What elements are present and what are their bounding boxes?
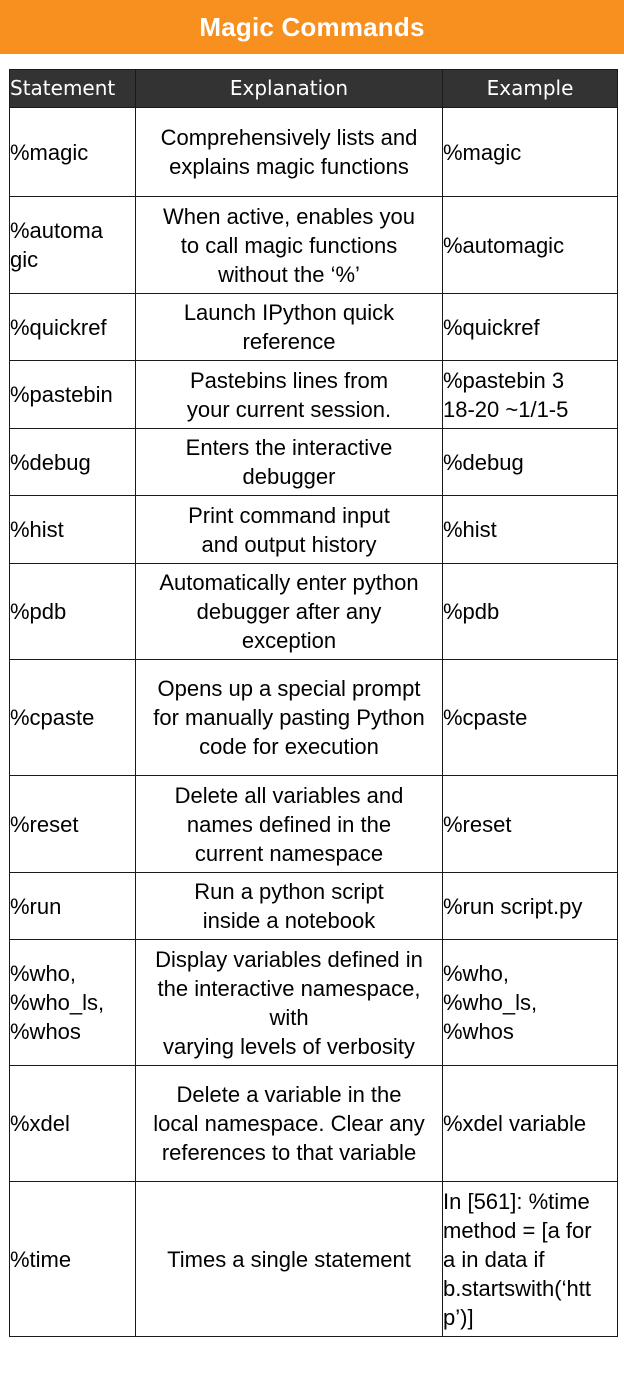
table-row [10, 197, 618, 294]
statement-cell: %run [10, 873, 136, 940]
example-cell: %reset [443, 776, 618, 873]
statement-cell: %time [10, 1182, 136, 1337]
table-row [10, 429, 618, 496]
explanation-cell: When active, enables you to call magic functions without the ‘%’ [136, 197, 443, 294]
explanation-cell: Delete a variable in the local namespace. Clear any references to that variable [136, 1066, 443, 1182]
page-title: Magic Commands [199, 11, 425, 42]
example-cell: %xdel variable [443, 1066, 618, 1182]
table-row [10, 361, 618, 429]
table-row [10, 294, 618, 361]
statement-cell: %magic [10, 108, 136, 197]
statement-cell: %who, %who_ls, %whos [10, 940, 136, 1066]
table-row [10, 1182, 618, 1337]
column-header-statement: Statement [10, 70, 136, 108]
table-row [10, 776, 618, 873]
explanation-cell: Run a python script inside a notebook [136, 873, 443, 940]
statement-cell: %cpaste [10, 660, 136, 776]
explanation-cell: Enters the interactive debugger [136, 429, 443, 496]
statement-cell: %xdel [10, 1066, 136, 1182]
example-cell: %hist [443, 496, 618, 564]
statement-cell: %automa gic [10, 197, 136, 294]
table-row [10, 564, 618, 660]
example-cell: %quickref [443, 294, 618, 361]
statement-cell: %hist [10, 496, 136, 564]
statement-cell: %quickref [10, 294, 136, 361]
explanation-cell: Launch IPython quick reference [136, 294, 443, 361]
example-cell: %pastebin 3 18-20 ~1/1-5 [443, 361, 618, 429]
explanation-cell: Pastebins lines from your current session. [136, 361, 443, 429]
column-header-example: Example [443, 70, 618, 108]
statement-cell: %pdb [10, 564, 136, 660]
explanation-cell: Display variables defined in the interactive namespace, with varying levels of verbosity [136, 940, 443, 1066]
example-cell: %run script.py [443, 873, 618, 940]
statement-cell: %reset [10, 776, 136, 873]
table-row [10, 660, 618, 776]
explanation-cell: Comprehensively lists and explains magic functions [136, 108, 443, 197]
example-cell: In [561]: %time method = [a for a in data if b.startswith(‘htt p’)] [443, 1182, 618, 1337]
example-cell: %pdb [443, 564, 618, 660]
title-banner [0, 0, 624, 54]
explanation-cell: Times a single statement [136, 1182, 443, 1337]
table-row [10, 940, 618, 1066]
table-row [10, 873, 618, 940]
example-cell: %who, %who_ls, %whos [443, 940, 618, 1066]
example-cell: %automagic [443, 197, 618, 294]
table-row [10, 108, 618, 197]
explanation-cell: Delete all variables and names defined in the current namespace [136, 776, 443, 873]
statement-cell: %pastebin [10, 361, 136, 429]
table-row [10, 1066, 618, 1182]
example-cell: %debug [443, 429, 618, 496]
example-cell: %cpaste [443, 660, 618, 776]
magic-commands-table [9, 69, 618, 1337]
example-cell: %magic [443, 108, 618, 197]
explanation-cell: Opens up a special prompt for manually pasting Python code for execution [136, 660, 443, 776]
statement-cell: %debug [10, 429, 136, 496]
column-header-explanation: Explanation [136, 70, 443, 108]
explanation-cell: Print command input and output history [136, 496, 443, 564]
explanation-cell: Automatically enter python debugger after any exception [136, 564, 443, 660]
table-header-row [10, 70, 618, 108]
table-row [10, 496, 618, 564]
